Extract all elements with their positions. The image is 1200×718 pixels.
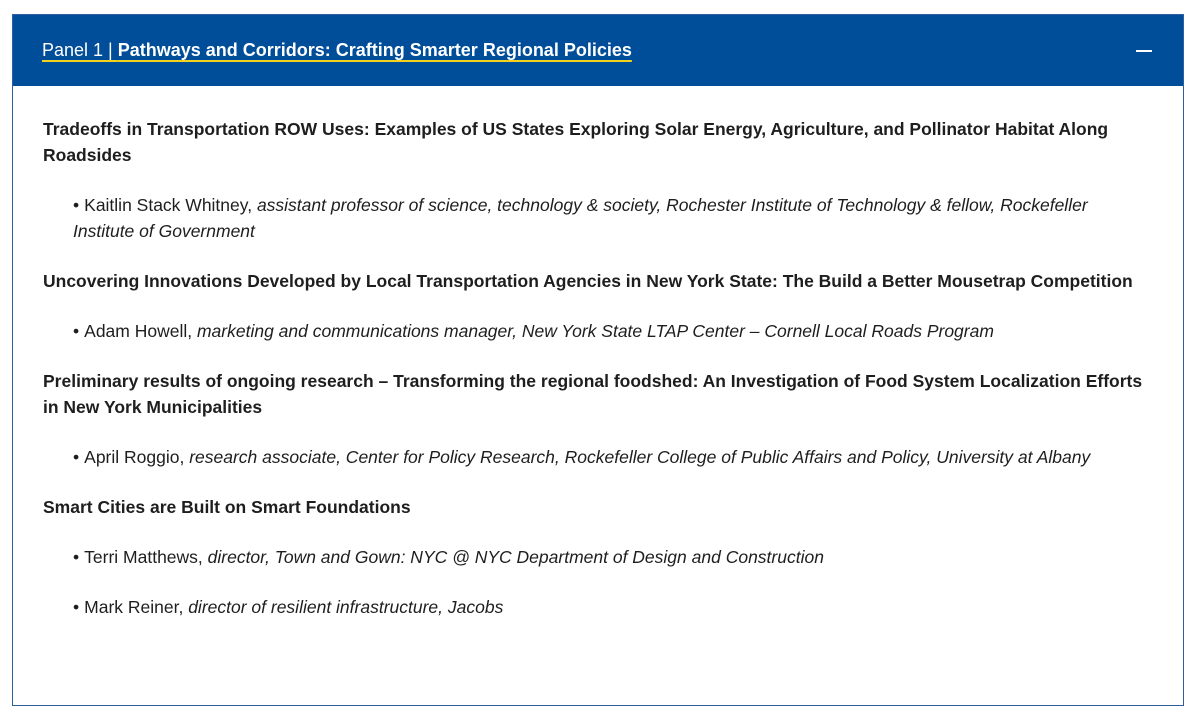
talk-title: Uncovering Innovations Developed by Local Transportation Agencies in New York State: The Build a Better Mousetrap Competition [43,271,1133,291]
speaker-role: assistant professor of science, technology & society, Rochester Institute of Technology & fellow, Rockefeller Institute of Government [73,195,1088,241]
speaker-item [73,192,1153,244]
speaker-name: Terri Matthews, [84,547,208,567]
speaker-role: director, Town and Gown: NYC @ NYC Department of Design and Construction [207,547,824,567]
speaker-item [73,594,1153,620]
talk-item [43,494,1153,620]
bullet-icon: • [73,597,80,617]
talk-item [43,368,1153,470]
bullet-icon: • [73,195,80,215]
bullet-icon: • [73,547,80,567]
speaker-item [73,444,1153,470]
talk-item [43,268,1153,344]
talk-title: Preliminary results of ongoing research – Transforming the regional foodshed: An Investigation of Food System Localization Efforts in New York Municipalities [43,371,1143,417]
panel-body [13,86,1183,620]
speaker-name: Kaitlin Stack Whitney, [84,195,257,215]
panel-header[interactable] [13,15,1183,86]
bullet-icon: • [73,321,80,341]
panel-number: Panel 1 | [42,40,118,60]
talk-title: Smart Cities are Built on Smart Foundations [43,497,411,517]
bullet-icon: • [73,447,80,467]
speaker-name: Adam Howell, [84,321,197,341]
speaker-role: research associate, Center for Policy Research, Rockefeller College of Public Affairs and Policy, University at Albany [189,447,1091,467]
speaker-item [73,544,1153,570]
speaker-role: director of resilient infrastructure, Jacobs [188,597,504,617]
panel-title-link[interactable] [42,40,632,61]
accordion-panel [12,14,1184,706]
panel-title: Pathways and Corridors: Crafting Smarter Regional Policies [117,40,632,60]
talk-title: Tradeoffs in Transportation ROW Uses: Examples of US States Exploring Solar Energy, Agriculture, and Pollinator Habitat Along Roadsides [43,119,1109,165]
speaker-name: April Roggio, [84,447,190,467]
speaker-item [73,318,1153,344]
talk-item [43,116,1153,244]
speaker-role: marketing and communications manager, New York State LTAP Center – Cornell Local Roads Program [196,321,994,341]
speaker-name: Mark Reiner, [84,597,189,617]
minus-icon[interactable] [1135,42,1153,60]
